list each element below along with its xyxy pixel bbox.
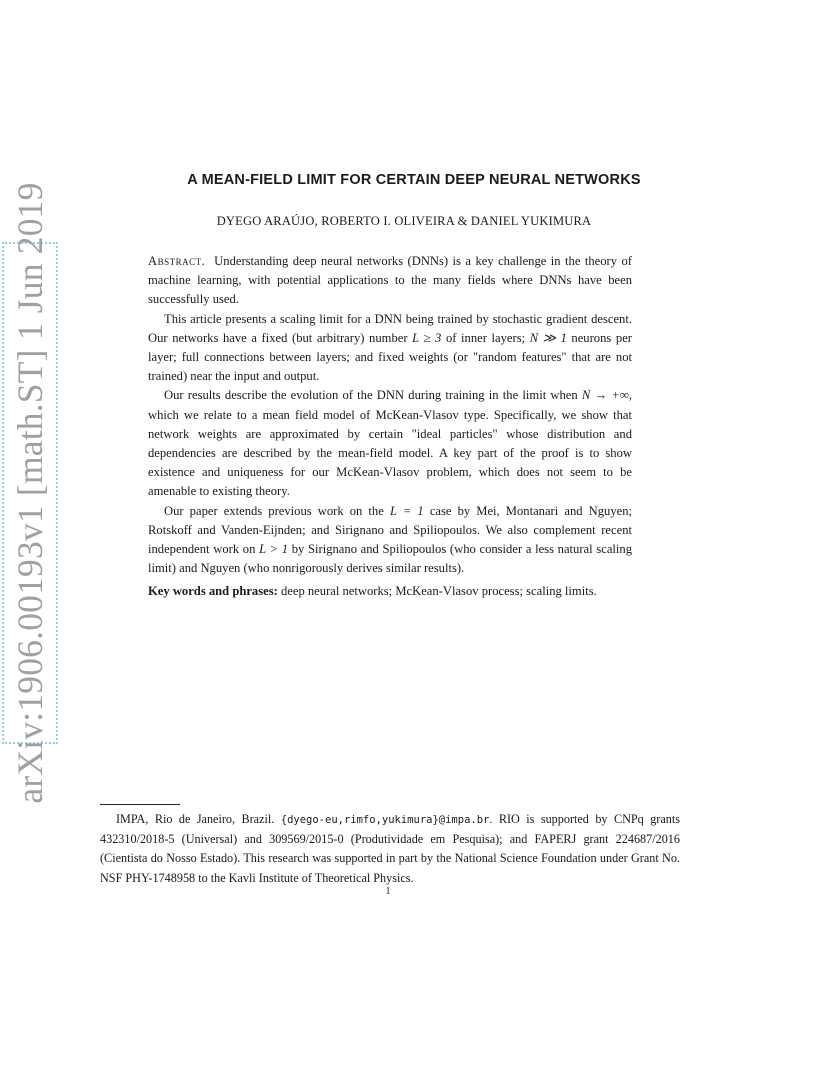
abstract-paragraph-3-text-b: , which we relate to a mean field model of McKean-Vlasov type. Specifically, we show that network weights are approximated by certain "ideal particles" whose distribution and dependencies are described by the mean-field model. A key part of the proof is to show existence and uniqueness for our McKean-Vlasov problem, which does not seem to be amenable to existing theory. bbox=[148, 388, 632, 499]
keywords-heading: Key words and phrases: bbox=[148, 584, 278, 599]
footnote-affiliation: IMPA, Rio de Janeiro, Brazil. bbox=[116, 812, 275, 826]
paper-title: A MEAN-FIELD LIMIT FOR CERTAIN DEEP NEURAL NETWORKS bbox=[187, 172, 641, 188]
math-inline: L = 1 bbox=[389, 503, 424, 518]
abstract-heading: Abstract. bbox=[148, 254, 206, 268]
arxiv-stamp-text: arXiv:1906.00193v1 [math.ST] 1 Jun 2019 bbox=[10, 182, 50, 804]
abstract-paragraph-2-text-c: neurons per layer; full connections between layers; and fixed weights (or "random features" that are not trained) near the input and output. bbox=[148, 330, 632, 384]
abstract-paragraph-4 bbox=[148, 502, 632, 579]
abstract-paragraph-3 bbox=[148, 386, 632, 501]
abstract-paragraph-1 bbox=[148, 252, 632, 310]
abstract-paragraph-2-text-b: of inner layers; bbox=[445, 330, 526, 345]
abstract-paragraph-4-text-b: case by Mei, Montanari and Nguyen; Rotskoff and Vanden-Eijnden; and Sirignano and Spiliopoulos. We also complement recent independent work on bbox=[148, 503, 632, 557]
abstract bbox=[148, 252, 632, 602]
abstract-paragraph-1-text: Understanding deep neural networks (DNNs) is a key challenge in the theory of machine learning, with potential applications to the many fields where DNNs have been successfully used. bbox=[148, 254, 632, 307]
footnote-emails: {dyego-eu,rimfo,yukimura}@impa.br bbox=[280, 814, 490, 826]
keywords-text: deep neural networks; McKean-Vlasov process; scaling limits. bbox=[280, 584, 597, 599]
arxiv-stamp bbox=[2, 182, 58, 804]
abstract-paragraph-2 bbox=[148, 310, 632, 387]
abstract-paragraph-4-text-a: Our paper extends previous work on the bbox=[164, 503, 384, 518]
math-inline: N → +∞ bbox=[581, 388, 629, 403]
footnote-rule bbox=[100, 804, 180, 805]
math-inline: N ≫ 1 bbox=[529, 330, 567, 345]
math-inline: L ≥ 3 bbox=[412, 330, 442, 345]
paper-authors: DYEGO ARAÚJO, ROBERTO I. OLIVEIRA & DANIEL YUKIMURA bbox=[216, 214, 592, 228]
math-inline: L > 1 bbox=[259, 542, 289, 557]
keywords bbox=[148, 582, 632, 601]
footnote-funding: . RIO is supported by CNPq grants 432310/2018-5 (Universal) and 309569/2015-0 (Produtividade em Pesquisa); and FAPERJ grant 224687/2016 (Cientista do Nosso Estado). This research was supported in part by the National Science Foundation under Grant No. NSF PHY-1748958 to the Kavli Institute of Theoretical Physics. bbox=[100, 812, 680, 885]
abstract-paragraph-4-text-c: by Sirignano and Spiliopoulos (who consider a less natural scaling limit) and Nguyen (who nonrigorously derives similar results). bbox=[148, 542, 632, 576]
page-number: 1 bbox=[385, 886, 391, 897]
abstract-paragraph-3-text-a: Our results describe the evolution of the DNN during training in the limit when bbox=[164, 388, 578, 403]
footnote bbox=[100, 810, 680, 888]
abstract-paragraph-2-text-a: This article presents a scaling limit for a DNN being trained by stochastic gradient descent. Our networks have a fixed (but arbitrary) number bbox=[148, 311, 632, 345]
footnote-paragraph bbox=[100, 810, 680, 888]
